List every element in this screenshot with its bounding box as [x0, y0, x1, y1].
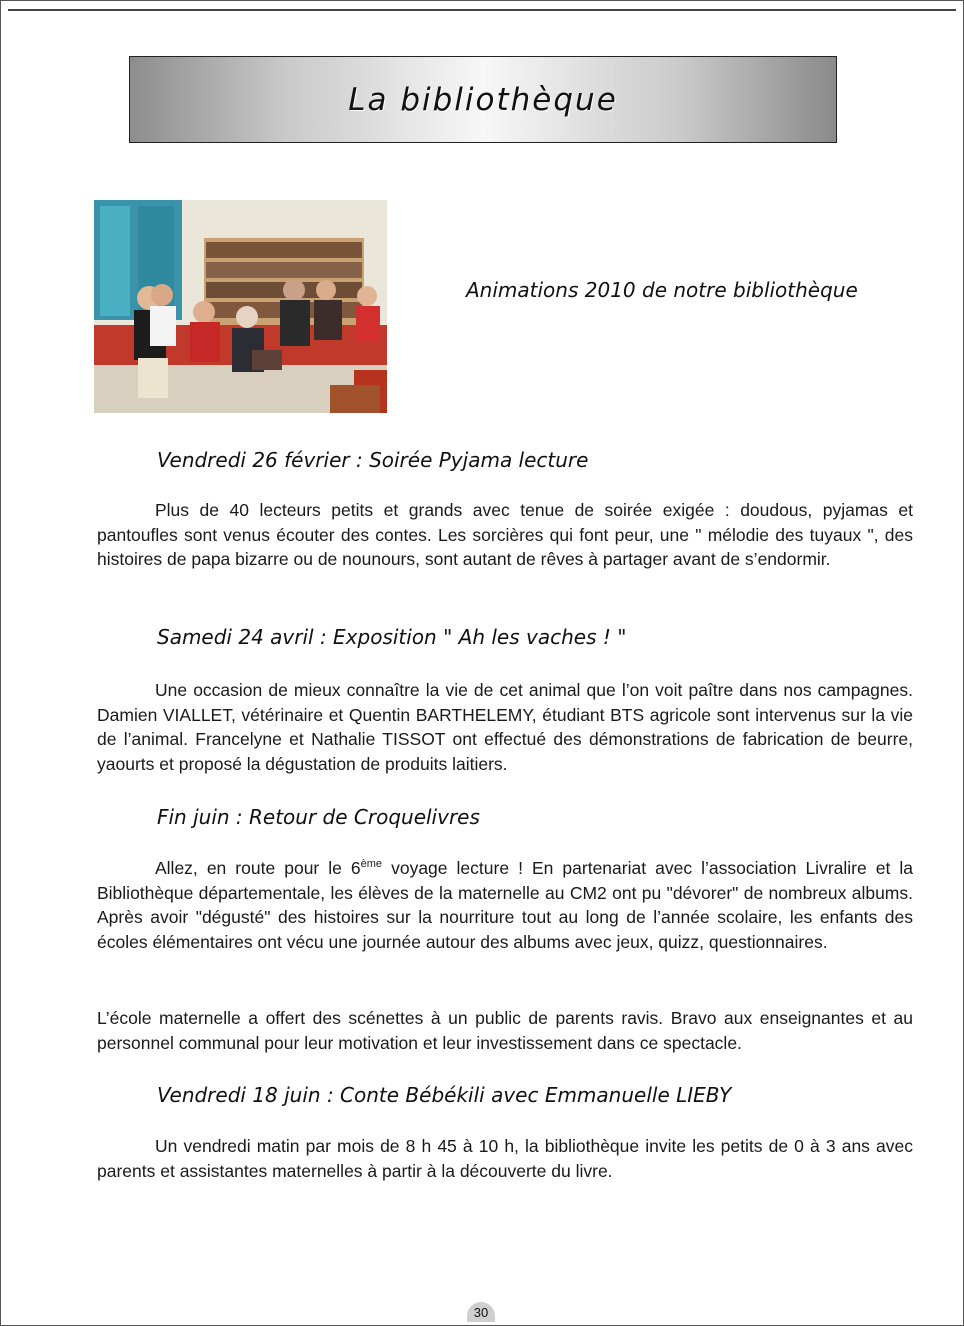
- top-rule: [8, 9, 956, 11]
- section-paragraph-croquelivres: [97, 856, 913, 954]
- section-heading-vaches: Samedi 24 avril : Exposition " Ah les vaches ! ": [157, 625, 627, 649]
- section-heading-pyjama: Vendredi 26 février : Soirée Pyjama lecture: [157, 448, 589, 472]
- section-paragraph-bebekili: Un vendredi matin par mois de 8 h 45 à 10 h, la bibliothèque invite les petits de 0 à 3 ans avec parents et assistantes maternelles à partir à la découverte du livre.: [97, 1136, 913, 1181]
- section-heading-bebekili: Vendredi 18 juin : Conte Bébékili avec Emmanuelle LIEBY: [157, 1083, 732, 1107]
- section-paragraph-vaches: Une occasion de mieux connaître la vie de cet animal que l’on voit paître dans nos campagnes. Damien VIALLET, vétérinaire et Quentin BARTHELEMY, étudiant BTS agricole sont intervenus sur la vie de l’animal. Francelyne et Nathalie TISSOT ont effectué des démonstrations de fabrication de beurre, yaourts et proposé la dégustation de produits laitiers.: [97, 680, 913, 774]
- paragraph-text-end: voyage lecture ! En partenariat avec l’association Livralire et la Bibliothèque départementale, les élèves de la maternelle au CM2 ont pu "dévorer" de nombreux albums. Après avoir "dégusté" des histoires sur la nourriture tout au long de l’année scolaire, les enfants des écoles élémentaires ont vécu une journée autour des albums avec jeux, quizz, questionnaires.: [97, 858, 913, 952]
- page-title: La bibliothèque: [348, 81, 618, 118]
- section-paragraph-maternelle: L’école maternelle a offert des scénettes à un public de parents ravis. Bravo aux enseignantes et au personnel communal pour leur motivation et leur investissement dans ce spectacle.: [97, 1008, 913, 1053]
- section-heading-croquelivres: Fin juin : Retour de Croquelivres: [157, 805, 480, 829]
- library-photo: [94, 200, 387, 413]
- title-banner: [129, 56, 837, 143]
- section-paragraph-pyjama: Plus de 40 lecteurs petits et grands avec tenue de soirée exigée : doudous, pyjamas et pantoufles sont venus écouter des contes. Les sorcières qui font peur, une " mélodie des tuyaux ", des histoires de papa bizarre ou de nounours, sont autant de rêves à partager avant de s’endormir.: [97, 500, 913, 569]
- page-number: 30: [467, 1302, 495, 1322]
- subtitle: Animations 2010 de notre bibliothèque: [466, 278, 858, 302]
- ordinal-suffix: ème: [360, 858, 383, 870]
- paragraph-text-start: Allez, en route pour le 6: [155, 858, 361, 878]
- photo-library-group-icon: [94, 200, 387, 413]
